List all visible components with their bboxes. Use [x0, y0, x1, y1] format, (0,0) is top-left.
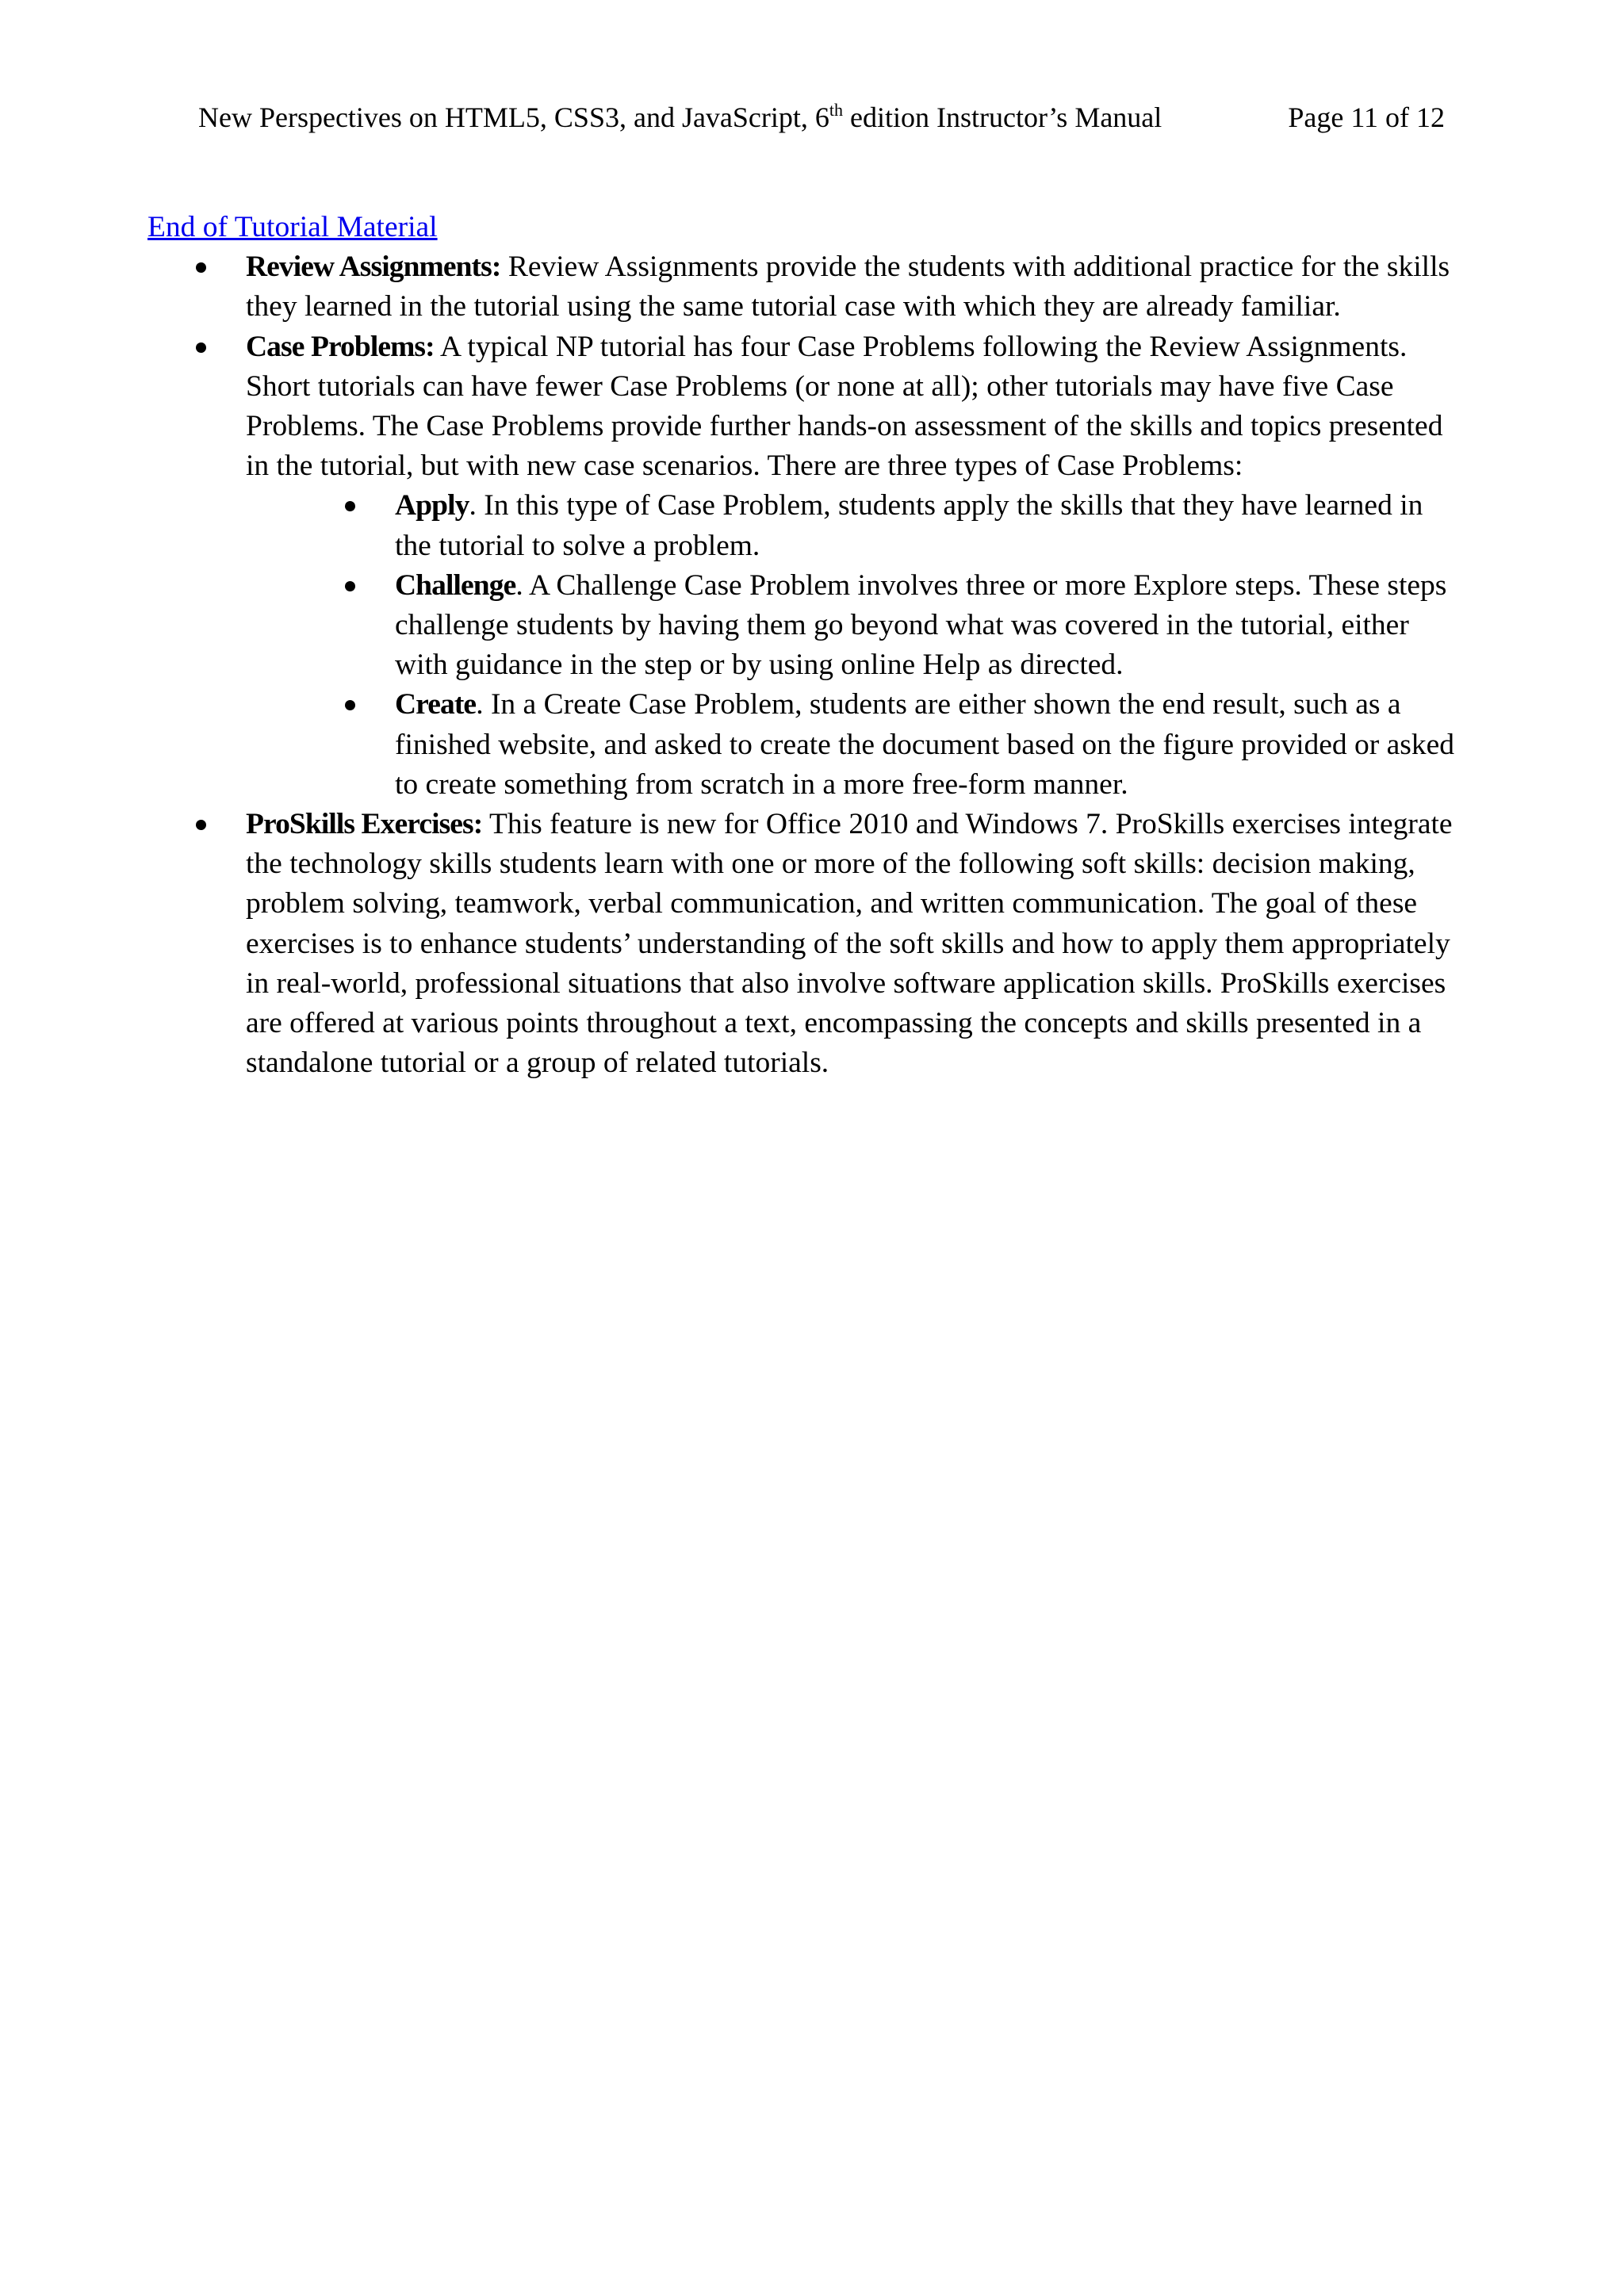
- list-item-proskills-exercises: [246, 805, 1456, 1083]
- section-heading-link[interactable]: End of Tutorial Material: [147, 211, 438, 243]
- document-title-part-1: New Perspectives on HTML5, CSS3, and JavaScript, 6: [198, 101, 829, 133]
- bullet-icon: [196, 342, 206, 353]
- item-text: A typical NP tutorial has four Case Problems following the Review Assignments. Short tutorials can have fewer Case Problems (or none at all); other tutorials may have five Case Problems. The Case Problems provide further hands-on assessment of the skills and topics presented in the tutorial, but with new case scenarios. There are three types of Case Problems:: [246, 330, 1443, 483]
- bullet-icon: [196, 262, 206, 273]
- document-title-part-2: edition Instructor’s Manual: [843, 101, 1162, 133]
- ordinal-suffix: th: [829, 100, 844, 120]
- page-number: Page 11 of 12: [1288, 101, 1445, 133]
- subitem-term: Challenge: [395, 568, 516, 602]
- subitem-term: Apply: [395, 489, 469, 522]
- bullet-icon: [196, 820, 206, 830]
- item-term: Review Assignments:: [246, 251, 501, 284]
- sublist-item-challenge: [395, 566, 1456, 686]
- subitem-text: . A Challenge Case Problem involves three or more Explore steps. These steps challenge students by having them go beyond what was covered in the tutorial, either with guidance in the step or by using online Help as directed.: [395, 568, 1447, 682]
- item-text: Review Assignments provide the students with additional practice for the skills they learned in the tutorial using the same tutorial case with which they are already familiar.: [246, 251, 1450, 323]
- item-term: Case Problems:: [246, 330, 435, 363]
- document-body: [147, 208, 1456, 1083]
- subitem-term: Create: [395, 688, 477, 721]
- list-item-review-assignments: [246, 247, 1456, 327]
- sublist-item-apply: [395, 486, 1456, 565]
- tutorial-material-list: [147, 247, 1456, 1083]
- item-term: ProSkills Exercises:: [246, 808, 483, 841]
- subitem-text: . In a Create Case Problem, students are either shown the end result, such as a finished website, and asked to create the document based on the figure provided or asked to create something from scratch in a more free-form manner.: [395, 688, 1455, 801]
- document-title: [198, 97, 1162, 138]
- bullet-icon: [345, 501, 355, 511]
- item-text: This feature is new for Office 2010 and Windows 7. ProSkills exercises integrate the technology skills students learn with one or more of the following soft skills: decision making, problem solving, teamwork, verbal communication, and written communication. The goal of these exercises is to enhance students’ understanding of the soft skills and how to apply them appropriately in real-world, professional situations that also involve software application skills. ProSkills exercises are offered at various points throughout a text, encompassing the concepts and skills presented in a standalone tutorial or a group of related tutorials.: [246, 808, 1453, 1080]
- bullet-icon: [345, 700, 355, 710]
- page-header: [198, 97, 1445, 138]
- case-problem-types-list: [246, 486, 1456, 805]
- bullet-icon: [345, 581, 355, 591]
- sublist-item-create: [395, 685, 1456, 805]
- list-item-case-problems: [246, 327, 1456, 805]
- subitem-text: . In this type of Case Problem, students apply the skills that they have learned in the tutorial to solve a problem.: [395, 489, 1423, 562]
